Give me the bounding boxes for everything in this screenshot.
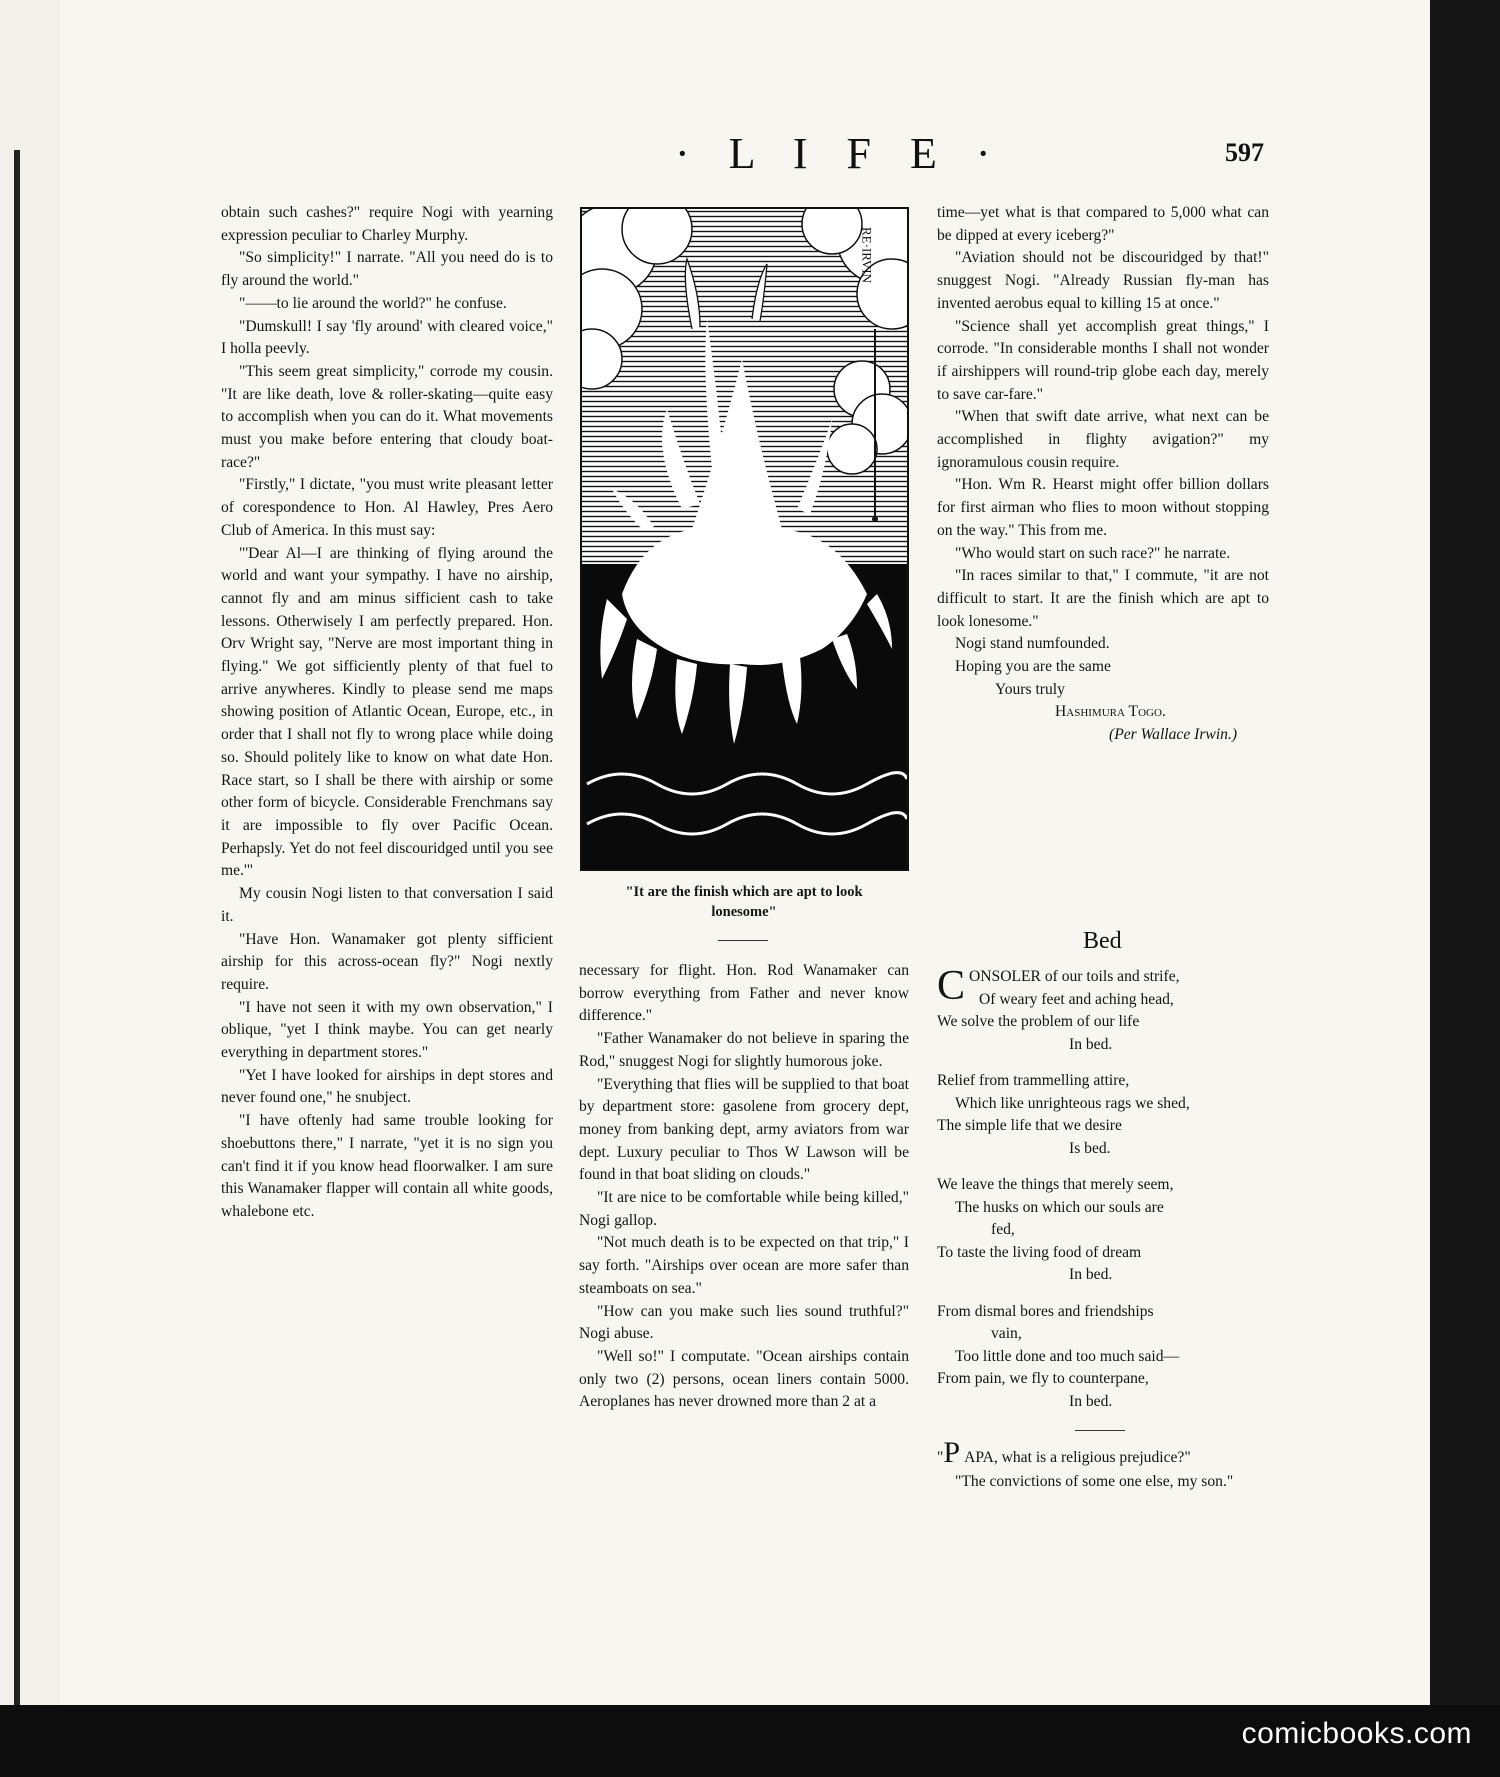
divider [1075,1430,1125,1431]
stanza [937,1174,1269,1287]
poem-refrain: In bed. [1069,1266,1113,1283]
paragraph: "Have Hon. Wanamaker got plenty sifficient airship for this across-ocean fly?" Nogi nextly require. [221,930,553,993]
paragraph: "Aviation should not be discouridged by that!" snuggest Nogi. "Already Russian fly-man has invented aerobus equal to killing 15 at once." [937,249,1269,312]
signoff [937,633,1269,747]
poem-line: We leave the things that merely seem, [937,1176,1174,1193]
paragraph: My cousin Nogi listen to that conversation I said it. [221,885,553,925]
poem-line: Too little done and too much said— [955,1347,1180,1365]
paragraph: necessary for flight. Hon. Rod Wanamaker can borrow everything from Father and never know difference." [579,962,909,1025]
paragraph: "Dumskull! I say 'fly around' with cleared voice," I holla peevly. [221,317,553,358]
poem-line: From dismal bores and friendships [937,1302,1154,1320]
illustration-svg [582,209,907,869]
stanza [937,1301,1269,1414]
paragraph: "How can you make such lies sound truthful?" Nogi abuse. [579,1302,909,1343]
joke-question-text: APA, what is a religious prejudice?" [964,1449,1191,1466]
page-gutter-left [0,0,60,1777]
poem-line: Relief from trammelling attire, [937,1072,1130,1089]
signature-text: RE·IRVIN [859,227,875,284]
poem-line: We solve the problem of our life [937,1013,1140,1030]
scan-edge-bottom [0,1705,1500,1777]
drop-cap: P [943,1436,961,1469]
poem-line: ONSOLER of our toils and strife, [969,968,1180,985]
paragraph: "Well so!" I computate. "Ocean airships contain only two (2) persons, ocean liners contain 5000. Aeroplanes has never drowned more than 2 at a [579,1347,909,1411]
stanza [937,963,1269,1056]
poem [937,963,1269,1427]
paragraph: "This seem great simplicity," corrode my cousin. "It are like death, love & roller-skating—quite easy to accomplish when you can do it. What movements must you make before entering that cloudy boat-race?" [221,362,553,471]
paragraph: "Not much death is to be expected on that trip," I say forth. "Airships over ocean are more safer than steamboats on sea." [579,1234,909,1297]
poem-line: From pain, we fly to counterpane, [937,1370,1149,1387]
signoff-line: Hoping you are the same [955,658,1111,676]
poem-line: Of weary feet and aching head, [979,990,1174,1008]
poem-line: Which like unrighteous rags we shed, [955,1094,1190,1112]
paragraph: "It are nice to be comfortable while being killed," Nogi gallop. [579,1189,909,1229]
paragraph: obtain such cashes?" require Nogi with yearning expression peculiar to Charley Murphy. [221,204,553,244]
joke-answer: "The convictions of some one else, my son." [955,1473,1234,1490]
paragraph: "Yet I have looked for airships in dept stores and never found one," he snubject. [221,1066,553,1107]
magazine-title: · L I F E · [675,129,1005,178]
poem-title: Bed [1083,928,1122,954]
author-credit: (Per Wallace Irwin.) [1109,726,1238,744]
illustration-caption: "It are the finish which are apt to look lonesome" [625,884,863,920]
poem-line: fed, [991,1221,1015,1238]
poem-line: To taste the living food of dream [937,1243,1142,1261]
paragraph: "So simplicity!" I narrate. "All you need do is to fly around the world." [221,249,553,290]
paragraph: "I have not seen it with my own observation," I oblique, "yet I think maybe. You can get nearly everything in department stores." [221,998,553,1062]
column-1 [221,202,553,1224]
paragraph: "When that swift date arrive, what next can be accomplished in flighty avigation?" my ignoramulous cousin require. [937,408,1269,471]
poem-refrain: Is bed. [1069,1139,1111,1157]
poem-line: vain, [991,1325,1022,1342]
column-2 [579,960,909,1414]
drop-cap: C [937,963,966,1009]
paragraph: "Who would start on such race?" he narrate. [955,544,1231,562]
joke [937,1435,1269,1494]
watermark: comicbooks.com [1241,1717,1472,1750]
paragraph: "Firstly," I dictate, "you must write pleasant letter of corespondence to Hon. Al Hawley, Pres Aero Club of America. In this must say: [221,476,553,539]
stanza [937,1070,1269,1160]
joke-question [937,1435,1269,1471]
poem-refrain: In bed. [1069,1035,1113,1053]
paragraph: "Hon. Wm R. Hearst might offer billion dollars for first airman who flies to moon without stopping on the way." This from me. [937,476,1269,539]
paragraph: "In races similar to that," I commute, "it are not difficult to start. It are the finish which are apt to look lonesome." [937,567,1269,630]
page-number: 597 [1225,138,1264,167]
scan-edge-right [1430,0,1500,1777]
divider [718,940,768,941]
poem-line: The simple life that we desire [937,1117,1122,1134]
paragraph: "Science shall yet accomplish great things," I corrode. "In considerable months I shall not wonder if airshippers will round-trip globe each day, merely to save car-fare." [937,317,1269,403]
quote-mark: " [937,1449,944,1466]
paragraph: "——to lie around the world?" he confuse. [239,294,507,312]
author-name: Hashimura Togo. [1055,703,1166,721]
column-3 [937,202,1269,747]
paragraph: time—yet what is that compared to 5,000 what can be dipped at every iceberg?" [937,204,1269,244]
letter-paragraph: "'Dear Al—I are thinking of flying around the world and want your sympathy. I have no airship, cannot fly and am minus sifficient cash to take lessons. Otherwisely I am perfectly prepared. Hon. Orv Wright say, "Nerve are most important thing in flying." We got sifficiently plenty of that fuel to arrive anywheres. Kindly to please send me maps showing position of Atlantic Ocean, Europe, etc., in order that I shall not fly to wrong place while doing so. Should politely like to know on what date Hon. Race start, so I shall be there with airship or some other form of bicycle. Considerable Frenchmans say it are impossible to fly over Pacific Ocean. Perhapsly. Yet do not feel discouridged until you see me.'" [221,544,553,880]
signoff-line: Nogi stand numfounded. [955,635,1110,653]
splash-illustration [580,207,909,871]
poem-refrain: In bed. [1069,1392,1113,1410]
paragraph: "Father Wanamaker do not believe in sparing the Rod," snuggest Nogi for slightly humorous joke. [579,1030,909,1070]
poem-line: The husks on which our souls are [955,1198,1164,1216]
paragraph: "Everything that flies will be supplied to that boat by department store: gasolene from grocery dept, money from banking dept, army aviators from war dept. Luxury peculiar to Thos W Lawson will be found in that boat sliding on clouds." [579,1075,909,1184]
signoff-closing: Yours truly [995,680,1065,698]
paragraph: "I have oftenly had same trouble looking for shoebuttons there," I narrate, "yet it is no sign you can't find it if you know head floorwalker. I am sure this Wanamaker flapper will contain all white goods, whalebone etc. [221,1112,553,1220]
